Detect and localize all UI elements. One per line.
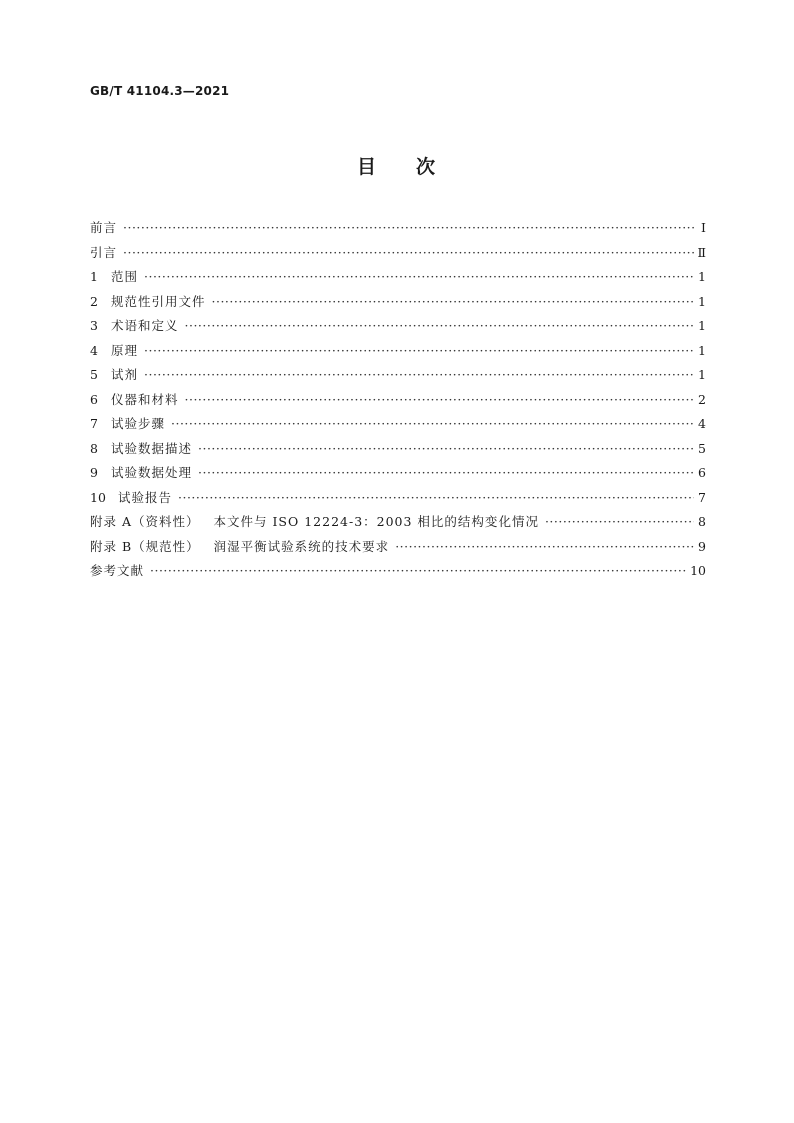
toc-dot-leader <box>185 318 694 333</box>
toc-entry-number: 8 <box>90 440 98 456</box>
toc-dot-leader <box>144 343 694 358</box>
toc-entry-label: 试验数据处理 <box>111 465 193 480</box>
toc-page-number: 4 <box>698 416 706 431</box>
toc-page-number: 2 <box>698 391 706 407</box>
standard-number: GB/T 41104.3—2021 <box>90 84 230 98</box>
toc-entry-test-report[interactable] <box>90 488 706 513</box>
toc-entry-apparatus[interactable] <box>90 390 706 415</box>
toc-entry-introduction[interactable] <box>90 243 706 268</box>
toc-page-number: 1 <box>698 367 706 382</box>
toc-entry-annex-b[interactable] <box>90 537 706 562</box>
toc-entry-label: 试验步骤 <box>111 416 166 431</box>
toc-entry-label: 仪器和材料 <box>111 391 179 407</box>
toc-dot-leader <box>150 563 686 578</box>
page-title-part1: 目 <box>356 156 378 178</box>
toc-page-number: 1 <box>698 269 706 284</box>
toc-entry-label <box>90 537 389 555</box>
toc-entry-label: 引言 <box>90 244 118 260</box>
toc-page-number: Ⅱ <box>697 244 706 260</box>
toc-page-number: 1 <box>698 318 706 333</box>
toc-entry-number: 9 <box>90 465 98 480</box>
toc-entry-label: 术语和定义 <box>111 318 179 333</box>
page-title <box>0 152 794 179</box>
toc-entry-data-processing[interactable] <box>90 463 706 488</box>
toc-entry-label: 试剂 <box>111 367 139 382</box>
toc-entry-number: 2 <box>90 293 98 309</box>
annex-title: 本文件与 ISO 12224-3：2003 相比的结构变化情况 <box>213 514 539 529</box>
toc-dot-leader <box>144 367 694 382</box>
toc-entry-label: 试验报告 <box>118 489 173 505</box>
toc-entry-data-description[interactable] <box>90 439 706 464</box>
toc-page-number: 1 <box>698 342 706 358</box>
toc-entry-number: 6 <box>90 391 98 407</box>
annex-designation: 附录 A（资料性） <box>90 514 200 529</box>
toc-entry-bibliography[interactable] <box>90 561 706 586</box>
toc-page-number: 8 <box>698 514 706 529</box>
toc-dot-leader <box>178 490 694 505</box>
table-of-contents <box>90 218 706 586</box>
toc-dot-leader <box>212 294 694 309</box>
toc-entry-number: 4 <box>90 342 98 358</box>
toc-entry-label: 规范性引用文件 <box>111 293 206 309</box>
annex-title: 润湿平衡试验系统的技术要求 <box>213 538 390 554</box>
toc-entry-number: 5 <box>90 367 98 382</box>
toc-entry-scope[interactable] <box>90 267 706 292</box>
toc-entry-label: 参考文献 <box>90 563 145 578</box>
toc-page-number: 7 <box>698 489 706 505</box>
toc-page-number: 9 <box>698 538 706 554</box>
toc-entry-number: 3 <box>90 318 98 333</box>
annex-designation: 附录 B（规范性） <box>90 538 200 554</box>
toc-dot-leader <box>185 392 694 407</box>
toc-entry-number: 10 <box>90 489 106 505</box>
toc-entry-label: 范围 <box>111 269 139 284</box>
toc-entry-principle[interactable] <box>90 341 706 366</box>
toc-dot-leader <box>144 269 694 284</box>
toc-dot-leader <box>395 539 694 554</box>
toc-entry-label: 试验数据描述 <box>111 440 193 456</box>
toc-entry-foreword[interactable] <box>90 218 706 243</box>
toc-dot-leader <box>123 245 693 260</box>
toc-page-number: Ⅰ <box>701 220 706 235</box>
toc-entry-label: 原理 <box>111 342 139 358</box>
toc-entry-normative-references[interactable] <box>90 292 706 317</box>
toc-page-number: 6 <box>698 465 706 480</box>
toc-page-number: 5 <box>698 440 706 456</box>
toc-entry-reagents[interactable] <box>90 365 706 390</box>
toc-entry-terms-definitions[interactable] <box>90 316 706 341</box>
page-title-part2: 次 <box>416 156 438 178</box>
toc-dot-leader <box>545 514 694 529</box>
toc-dot-leader <box>198 465 694 480</box>
toc-page-number: 1 <box>698 293 706 309</box>
toc-dot-leader <box>123 220 694 235</box>
toc-entry-procedure[interactable] <box>90 414 706 439</box>
toc-dot-leader <box>171 416 694 431</box>
toc-entry-annex-a[interactable] <box>90 512 706 537</box>
toc-page-number: 10 <box>690 563 706 578</box>
toc-entry-number: 7 <box>90 416 98 431</box>
toc-entry-label: 前言 <box>90 220 118 235</box>
toc-dot-leader <box>198 441 694 456</box>
toc-entry-label <box>90 512 539 530</box>
toc-entry-number: 1 <box>90 269 98 284</box>
